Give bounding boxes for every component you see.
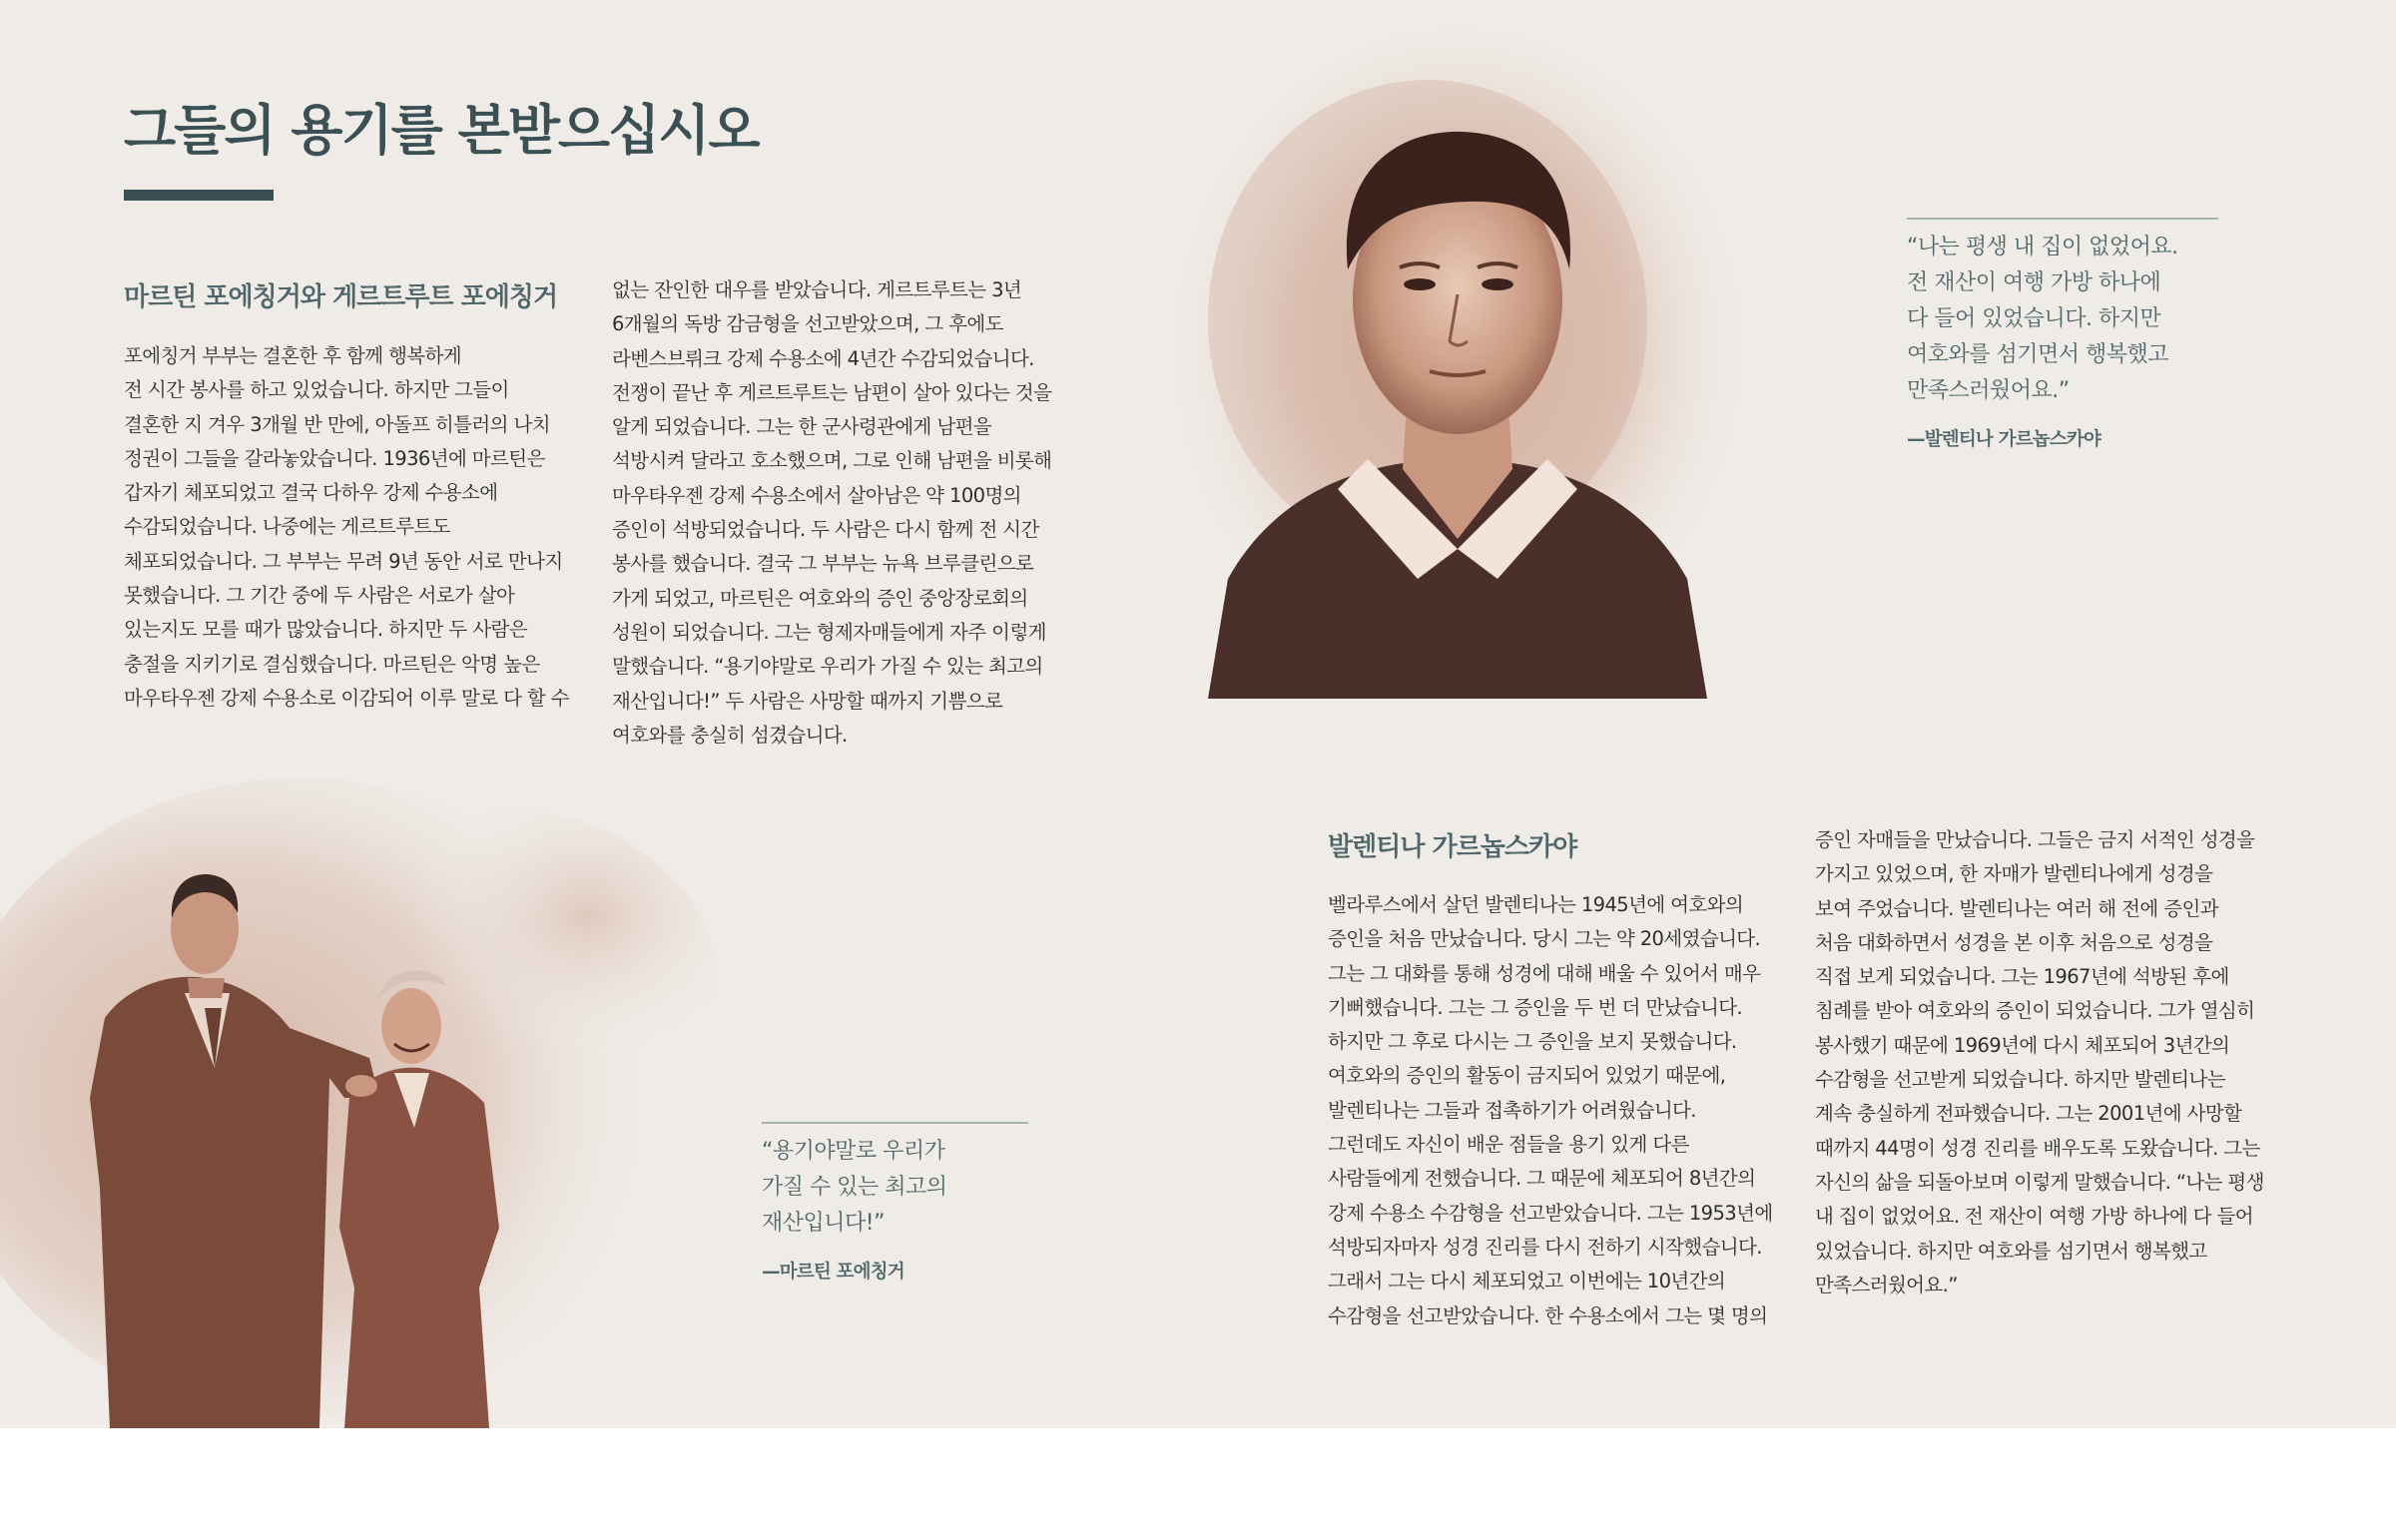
story2-column-1-text: 벨라루스에서 살던 발렌티나는 1945년에 여호와의 증인을 처음 만났습니다. 당시 그는 약 20세였습니다. 그는 그 대화를 통해 성경에 대해 배울 수 있어서 매우 기뻐했습니다. 그는 그 증인을 두 번 더 만났습니다. 하지만 그 후로 다시는 그 증인을 보지 못했습니다. 여호와의 증인의 활동이 금지되어 있었기 때문에, 발렌티나는 그들과 접촉하기가 어려웠습니다. 그런데도 자신이 배운 점들을 용기 있게 다른 사람들에게 전했습니다. 그 때문에 체포되어 8년간의 강제 수용소 수감형을 선고받았습니다. 그는 1953년에 석방되자마자 성경 진리를 다시 전하기 시작했습니다. 그래서 그는 다시 체포되었고 이번에는 10년간의 수감형을 선고받았습니다. 한 수용소에서 그는 몇 명의 — [1328, 893, 1773, 1327]
story2-column-2 — [1815, 823, 2284, 1302]
story2-pull-quote — [1907, 218, 2218, 451]
story1-pull-quote — [762, 1122, 1028, 1283]
story2-column-1 — [1328, 888, 1797, 1333]
story1-column-2 — [612, 273, 1071, 753]
story1-pull-quote-text: “용기야말로 우리가 가질 수 있는 최고의 재산입니다!” — [762, 1139, 947, 1236]
story1-pull-quote-attribution: —마르틴 포에칭거 — [762, 1262, 904, 1283]
poetzinger-couple-image — [0, 769, 719, 1428]
title-underline — [124, 190, 274, 201]
page-title: 그들의 용기를 본받으십시오 — [124, 99, 759, 162]
story1-heading: 마르틴 포에칭거와 게르트루트 포에칭거 — [124, 282, 558, 312]
story2-column-2-text: 증인 자매들을 만났습니다. 그들은 금지 서적인 성경을 가지고 있었으며, 한 자매가 발렌티나에게 성경을 보여 주었습니다. 발렌티나는 여러 해 전에 증인과 처음 대화하면서 성경을 본 이후 처음으로 성경을 직접 보게 되었습니다. 그는 1967년에 석방된 후에 침례를 받아 여호와의 증인이 되었습니다. 그가 열심히 봉사했기 때문에 1969년에 다시 체포되어 3년간의 수감형을 선고받게 되었습니다. 하지만 발렌티나는 계속 충실하게 전파했습니다. 그는 2001년에 사망할 때까지 44명이 성경 진리를 배우도록 도왔습니다. 그는 자신의 삶을 되돌아보며 이렇게 말했습니다. “나는 평생 내 집이 없었어요. 전 재산이 여행 가방 하나에 다 들어 있었습니다. 하지만 여호와를 섬기면서 행복했고 만족스러웠어요.” — [1815, 828, 2264, 1296]
story1-column-2-text: 없는 잔인한 대우를 받았습니다. 게르트루트는 3년 6개월의 독방 감금형을 선고받았으며, 그 후에도 라벤스브뤼크 강제 수용소에 4년간 수감되었습니다. 전쟁이 끝난 후 게르트루트는 남편이 살아 있다는 것을 알게 되었습니다. 그는 한 군사령관에게 남편을 석방시켜 달라고 호소했으며, 그로 인해 남편을 비롯해 마우타우젠 강제 수용소에서 살아남은 약 100명의 증인이 석방되었습니다. 두 사람은 다시 함께 전 시간 봉사를 했습니다. 결국 그 부부는 뉴욕 브루클린으로 가게 되었고, 마르틴은 여호와의 증인 중앙장로회의 성원이 되었습니다. 그는 형제자매들에게 자주 이렇게 말했습니다. “용기야말로 우리가 가질 수 있는 최고의 재산입니다!” 두 사람은 사망할 때까지 기쁨으로 여호와를 충실히 섬겼습니다. — [612, 278, 1052, 747]
pull-quote-rule — [1907, 218, 2218, 220]
story2-pull-quote-text: “나는 평생 내 집이 없었어요. 전 재산이 여행 가방 하나에 다 들어 있었습니다. 하지만 여호와를 섬기면서 행복했고 만족스러웠어요.” — [1907, 235, 2178, 403]
story2-pull-quote-attribution: —발렌티나 가르놉스카야 — [1907, 429, 2101, 450]
story2-heading: 발렌티나 가르놉스카야 — [1328, 832, 1577, 862]
story1-column-1 — [124, 339, 593, 716]
pull-quote-rule — [762, 1122, 1028, 1124]
valentina-portrait-image — [1168, 20, 1747, 699]
story1-column-1-text: 포에칭거 부부는 결혼한 후 함께 행복하게 전 시간 봉사를 하고 있었습니다. 하지만 그들이 결혼한 지 겨우 3개월 반 만에, 아돌프 히틀러의 나치 정권이 그들을 갈라놓았습니다. 1936년에 마르틴은 갑자기 체포되었고 결국 다하우 강제 수용소에 수감되었습니다. 나중에는 게르트루트도 체포되었습니다. 그 부부는 무려 9년 동안 서로 만나지 못했습니다. 그 기간 중에 두 사람은 서로가 살아 있는지도 모를 때가 많았습니다. 하지만 두 사람은 충절을 지키기로 결심했습니다. 마르틴은 악명 높은 마우타우젠 강제 수용소로 이감되어 이루 말로 다 할 수 — [124, 344, 570, 710]
